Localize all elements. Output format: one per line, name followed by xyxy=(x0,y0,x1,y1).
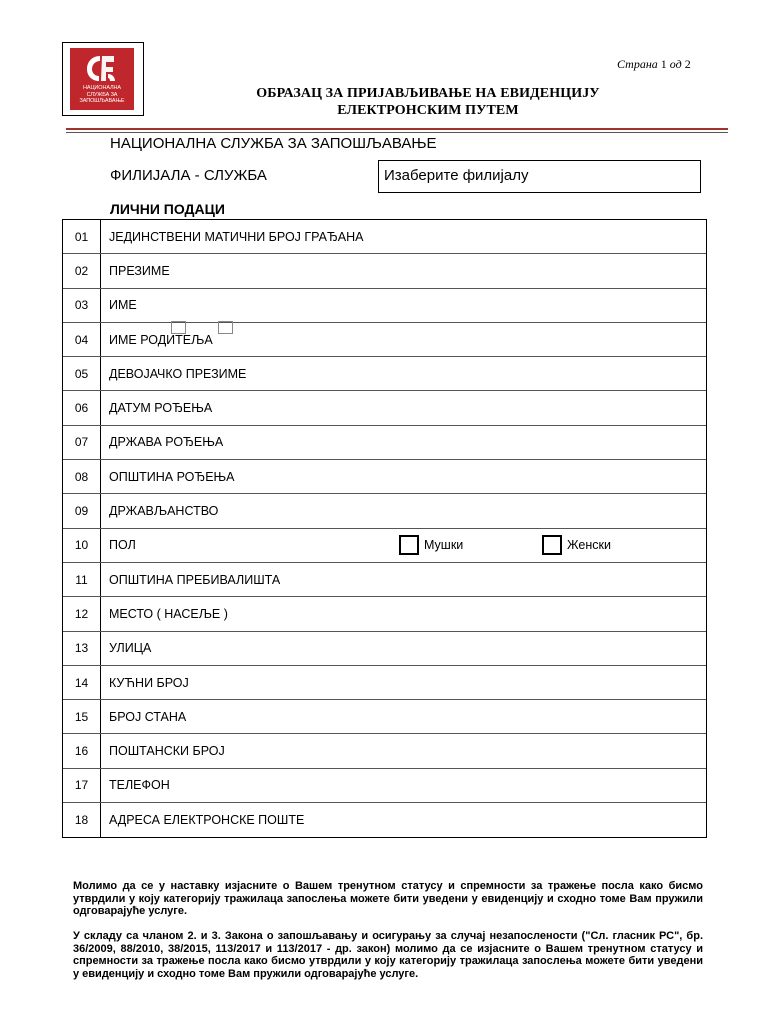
gender-male-checkbox[interactable] xyxy=(399,535,419,555)
form-row xyxy=(63,460,706,494)
section-title: ЛИЧНИ ПОДАЦИ xyxy=(110,201,225,217)
row-label: ДРЖАВА РОЂЕЊА xyxy=(109,435,224,450)
form-row xyxy=(63,391,706,425)
form-title-line1: ОБРАЗАЦ ЗА ПРИЈАВЉИВАЊЕ НА ЕВИДЕНЦИЈУ xyxy=(256,86,600,101)
note-paragraph: Молимо да се у наставку изјасните о Вашем тренутном статусу и спремности за тражење посла како бисмо утврдили у коју категорију тражилаца запослења можете бити уведени у евиденцију и сходно томе Вам пружили одговарајуће услуге. xyxy=(73,880,703,917)
form-row xyxy=(63,220,706,254)
row-label: ТЕЛЕФОН xyxy=(109,778,170,793)
row-number: 01 xyxy=(63,220,101,253)
row-label: ПОЛ xyxy=(109,538,136,553)
row-label: МЕСТО ( НАСЕЉЕ ) xyxy=(109,606,228,621)
row-number: 06 xyxy=(63,391,101,424)
row-number: 08 xyxy=(63,460,101,493)
house-number-field[interactable] xyxy=(102,666,706,699)
row-number: 09 xyxy=(63,494,101,527)
form-row xyxy=(63,254,706,288)
apartment-number-field[interactable] xyxy=(102,700,706,733)
row-label: УЛИЦА xyxy=(109,641,152,656)
nsz-logo-icon xyxy=(70,48,134,110)
row-label: ОПШТИНА РОЂЕЊА xyxy=(109,469,235,484)
page-number: Страна 1 од 2 xyxy=(617,57,691,71)
note-paragraph: У складу са чланом 2. и 3. Закона о запошљавању и осигурању за случај незапослености ("Сл. гласник РС", бр. 36/2009, 88/2010, 38/2015, 113/2017 и 113/2017 - др. закон) молимо да се изјасните о Вашем тренутном статусу и спремности за тражење посла како бисмо утврдили у коју категорију тражилаца запослења можете бити уведени у евиденцију и сходно томе Вам пружили одговарајуће услуге. xyxy=(73,930,703,980)
surname-field[interactable] xyxy=(102,254,706,287)
row-number: 11 xyxy=(63,563,101,596)
row-number: 02 xyxy=(63,254,101,287)
row-label: ПРЕЗИМЕ xyxy=(109,263,170,278)
row-label: ПОШТАНСКИ БРОЈ xyxy=(109,744,225,759)
name-field[interactable] xyxy=(102,289,706,322)
row-number: 03 xyxy=(63,289,101,322)
row-number: 17 xyxy=(63,769,101,802)
logo xyxy=(62,42,144,116)
street-field[interactable] xyxy=(102,632,706,665)
row-label: ЈЕДИНСТВЕНИ МАТИЧНИ БРОЈ ГРАЂАНА xyxy=(109,229,364,244)
row-number: 05 xyxy=(63,357,101,390)
form-row xyxy=(63,700,706,734)
gender-female-option[interactable] xyxy=(542,535,611,555)
form-row xyxy=(63,632,706,666)
row-label: КУЋНИ БРОЈ xyxy=(109,675,189,690)
row-number: 15 xyxy=(63,700,101,733)
organization-name: НАЦИОНАЛНА СЛУЖБА ЗА ЗАПОШЉАВАЊЕ xyxy=(110,135,437,152)
divider xyxy=(66,128,728,130)
gender-male-label: Мушки xyxy=(424,537,464,552)
row-number: 10 xyxy=(63,529,101,562)
form-row xyxy=(63,529,706,563)
form-row xyxy=(63,597,706,631)
row-label: ДАТУМ РОЂЕЊА xyxy=(109,401,213,416)
row-number: 18 xyxy=(63,803,101,837)
form-row xyxy=(63,289,706,323)
row-number: 04 xyxy=(63,323,101,356)
form-row xyxy=(63,323,706,357)
row-label: БРОЈ СТАНА xyxy=(109,709,187,724)
form-row xyxy=(63,666,706,700)
checkbox[interactable] xyxy=(218,321,233,334)
divider xyxy=(66,132,728,133)
row-number: 16 xyxy=(63,734,101,767)
row-number: 07 xyxy=(63,426,101,459)
form-row xyxy=(63,357,706,391)
form-row xyxy=(63,769,706,803)
checkbox[interactable] xyxy=(171,321,186,334)
row-label: ИМЕ РОДИТЕЉА xyxy=(109,332,213,347)
branch-label: ФИЛИЈАЛА - СЛУЖБА xyxy=(110,167,267,184)
form-row xyxy=(63,734,706,768)
row-label: ОПШТИНА ПРЕБИВАЛИШТА xyxy=(109,572,281,587)
branch-select[interactable]: Изаберите филијалу xyxy=(378,160,701,193)
form-row xyxy=(63,803,706,837)
gender-female-label: Женски xyxy=(567,537,611,552)
logo-text: НАЦИОНАЛНА СЛУЖБА ЗА ЗАПОШЉАВАЊЕ xyxy=(79,85,125,104)
row-label: ДЕВОЈАЧКО ПРЕЗИМЕ xyxy=(109,366,247,381)
form-row xyxy=(63,494,706,528)
personal-data-table xyxy=(62,219,707,838)
gender-female-checkbox[interactable] xyxy=(542,535,562,555)
row-number: 14 xyxy=(63,666,101,699)
form-title-line2: ЕЛЕКТРОНСКИМ ПУТЕМ xyxy=(337,103,519,118)
row-number: 13 xyxy=(63,632,101,665)
form-row xyxy=(63,426,706,460)
row-number: 12 xyxy=(63,597,101,630)
row-label: ДРЖАВЉАНСТВО xyxy=(109,504,219,519)
row-label: ИМЕ xyxy=(109,298,137,313)
gender-male-option[interactable] xyxy=(399,535,463,555)
phone-field[interactable] xyxy=(102,769,706,802)
row-label: АДРЕСА ЕЛЕКТРОНСКЕ ПОШТЕ xyxy=(109,813,305,828)
form-row xyxy=(63,563,706,597)
